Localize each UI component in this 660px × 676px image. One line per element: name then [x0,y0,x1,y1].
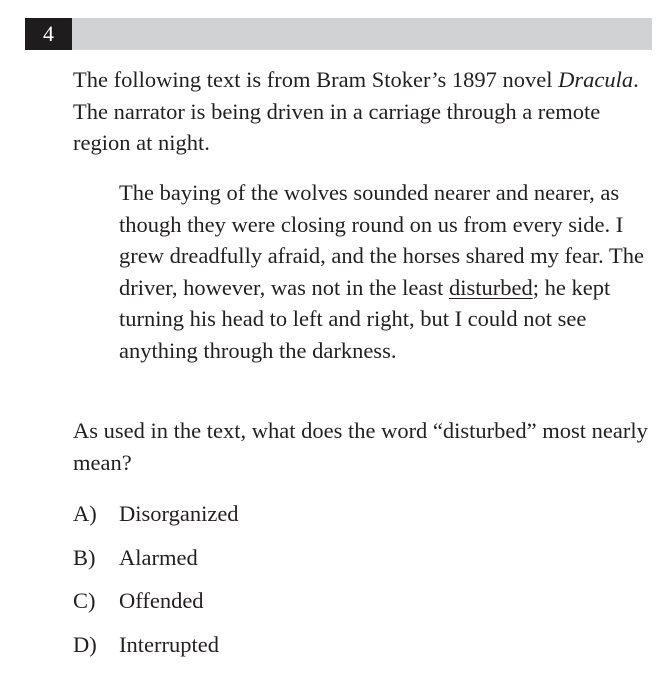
choice-letter: C) [73,588,96,613]
question-number: 4 [25,18,72,50]
choice-a[interactable] [73,498,239,542]
choice-text: Disorganized [119,501,239,526]
choice-text: Alarmed [119,544,198,570]
choice-b[interactable] [73,542,239,586]
intro-text [73,64,648,159]
question-prompt: As used in the text, what does the word “disturbed” most nearly mean? [73,418,648,475]
choice-c[interactable] [73,585,239,629]
passage-before: The baying of the wolves sounded nearer and nearer, as though they were closing round on us from every side. I grew dreadfully afraid, and the horses shared my fear. The driver, however, was not in the least [119,180,645,300]
underlined-word: disturbed [448,274,533,300]
intro-part2: . The narrator is being driven in a carriage through a remote region at night. [73,67,639,155]
choice-text: Interrupted [119,631,219,657]
choice-letter: B) [73,544,96,570]
passage-after: ; he kept turning his head to left and right, but I could not see anything through the darkness. [119,274,611,363]
choice-d[interactable] [73,629,239,673]
choice-letter: D) [73,631,97,657]
answer-choices [73,498,239,672]
intro-part1: The following text is from Bram Stoker’s 1897 novel [73,67,559,92]
passage [119,177,654,366]
choice-letter: A) [73,501,97,526]
novel-title: Dracula [558,67,634,92]
choice-text: Offended [119,588,204,613]
question-header-bar [25,18,652,50]
